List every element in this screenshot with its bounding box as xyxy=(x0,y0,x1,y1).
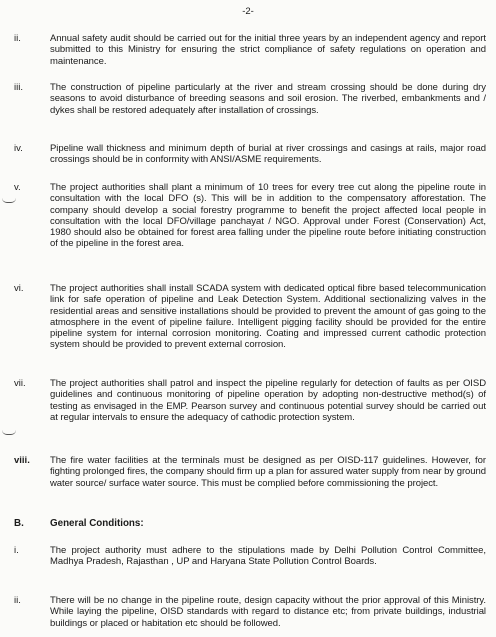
scan-mark xyxy=(2,430,16,435)
page-number: -2- xyxy=(242,6,254,17)
item-number: iii. xyxy=(14,82,23,93)
section-title: General Conditions: xyxy=(50,518,144,529)
item-text: The project authorities shall plant a minimum of 10 trees for every tree cut along the pipeline route in consultation with the local DFO (s). This will be in addition to the compensatory afforestation. The company should develop a social forestry programme to benefit the project affected local people in consultation with the local DFO/village panchayat / NGO. Approval under Forest (Conservation) Act, 1980 should also be obtained for forest area falling under the pipeline route before initiating construction of the pipeline in the forest area. xyxy=(50,182,486,250)
item-text: The project authorities shall patrol and inspect the pipeline regularly for detection of faults as per OISD guidelines and continuous monitoring of pipeline operation by adopting non-destructive method(s) of testing as envisaged in the EMP. Pearson survey and continuous potential survey should be carried out at regular intervals to ensure the adequacy of cathodic protection system. xyxy=(50,378,486,423)
item-number: iv. xyxy=(14,143,23,154)
item-text: The construction of pipeline particularly at the river and stream crossing should be done during dry seasons to avoid disturbance of breeding seasons and soil erosion. The riverbed, embankments and / dykes shall be restored adequately after installation of crossings. xyxy=(50,82,486,116)
item-text: Pipeline wall thickness and minimum depth of burial at river crossings and casings at rails, major road crossings should be in conformity with ANSI/ASME requirements. xyxy=(50,143,486,166)
item-text: The project authority must adhere to the stipulations made by Delhi Pollution Control Committee, Madhya Pradesh, Rajasthan , UP and Haryana State Pollution Control Boards. xyxy=(50,545,486,568)
item-text: Annual safety audit should be carried out for the initial three years by an independent agency and report submitted to this Ministry for ensuring the strict compliance of safety regulations on operation and maintenance. xyxy=(50,33,486,67)
item-number: ii. xyxy=(14,33,21,44)
item-number: ii. xyxy=(14,595,21,606)
item-number: i. xyxy=(14,545,19,556)
item-number: vi. xyxy=(14,283,24,294)
item-text: The project authorities shall install SCADA system with dedicated optical fibre based telecommunication link for safe operation of pipeline and Leak Detection System. Additional sectionalizing valves in the residential areas and sensitive installations should be provided to prevent the amount of gas going to the atmosphere in the event of pipeline failure. Intelligent pigging facility should be provided for the entire pipeline system for internal corrosion monitoring. Coating and impressed current cathodic protection system should be provided to prevent external corrosion. xyxy=(50,283,486,351)
scan-mark xyxy=(2,198,16,203)
item-number: v. xyxy=(14,182,21,193)
item-number: vii. xyxy=(14,378,26,389)
item-text: There will be no change in the pipeline route, design capacity without the prior approval of this Ministry. While laying the pipeline, OISD standards with regard to distance etc; from private buildings, industrial buildings or placed or habitation etc should be followed. xyxy=(50,595,486,629)
item-number: viii. xyxy=(14,455,30,466)
section-label: B. xyxy=(14,518,24,529)
item-text: The fire water facilities at the terminals must be designed as per OISD-117 guidelines. However, for fighting prolonged fires, the company should firm up a plan for assured water supply from near by ground water source/ surface water source. This must be complied before commissioning the project. xyxy=(50,455,486,489)
